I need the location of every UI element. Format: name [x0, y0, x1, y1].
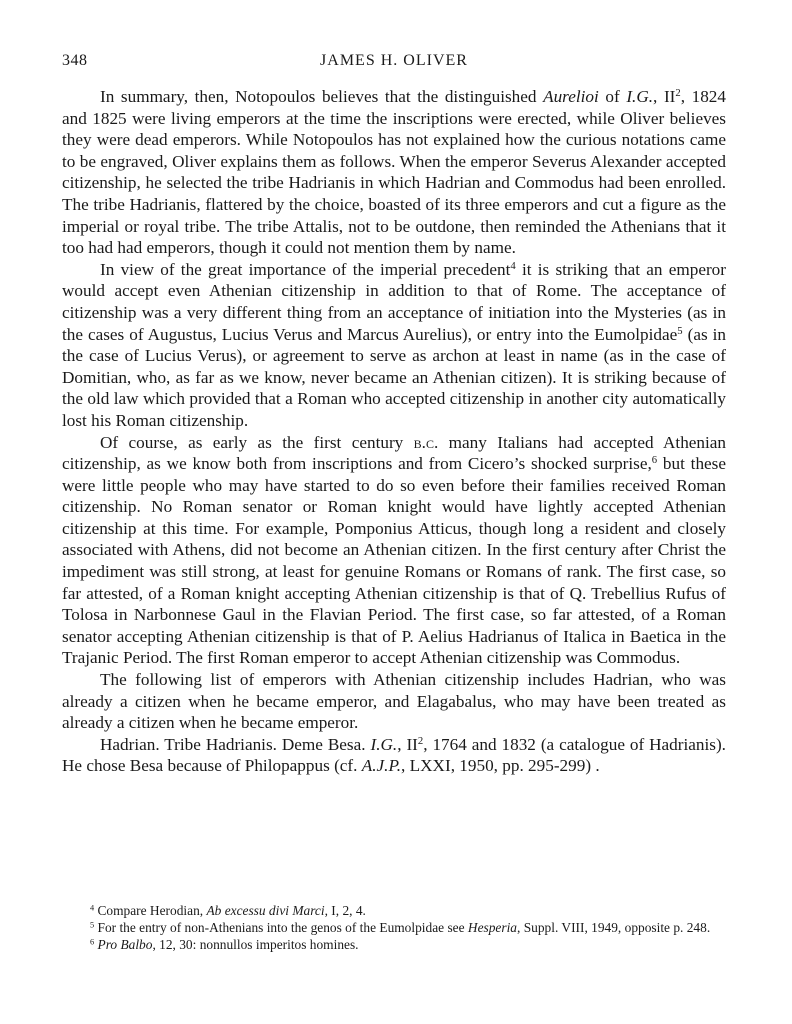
text-run: , I, 2, 4. — [324, 903, 366, 918]
text-run: Hadrian. Tribe Hadrianis. Deme Besa. — [100, 734, 371, 754]
paragraph-3 — [62, 432, 726, 670]
text-run: , 1764 and 1832 (a catalogue of Hadrianis). He chose Besa because of Philopappus (cf. — [62, 734, 726, 776]
text-run-italic: I.G. — [370, 734, 398, 754]
text-run-italic: Ab excessu divi Marci — [206, 903, 325, 918]
page-header — [62, 52, 726, 74]
text-run-italic: Hesperia — [467, 920, 517, 935]
superscript: 2 — [675, 88, 681, 100]
text-run-italic: A.J.P. — [361, 756, 402, 776]
text-run-italic: I.G. — [626, 87, 654, 106]
text-run: many Italians had accepted Athenian citizenship, as we know both from inscriptions and from Cicero’s shocked surprise, — [62, 432, 727, 474]
footnote-5 — [62, 919, 726, 936]
page-number: 348 — [62, 52, 88, 69]
text-run: , Suppl. VIII, 1949, opposite p. 248. — [517, 920, 711, 935]
text-run: it is striking that an emperor would accept even Athenian citizenship in addition to that of Rome. The acceptance of citizenship was a very different thing from an acceptance of initiation into the Mysteries (as in the cases of Augustus, Lucius Verus and Marcus Aurelius), or entry into the Eumolpidae — [62, 259, 726, 344]
text-run: Compare Herodian, — [94, 903, 207, 918]
running-head: JAMES H. OLIVER — [320, 52, 468, 69]
superscript: 2 — [417, 735, 424, 747]
text-run: For the entry of non-Athenians into the genos of the Eumolpidae see — [94, 920, 468, 935]
paragraph-1 — [62, 86, 726, 259]
paragraph-2 — [62, 259, 726, 432]
text-run: of — [598, 87, 627, 106]
text-run: but these were little people who may have started to do so even before their families received Roman citizenship. No Roman senator or Roman knight would have lightly accepted Athenian citizenship at this time. For example, Pomponius Atticus, though long a resident and closely associated with Athens, did not become an Athenian citizen. In the first century after Christ the impediment was still strong, at least for genuine Romans or Romans of rank. The first case, so far attested, of a Roman knight accepting Athenian citizenship is that of Q. Trebellius Rufus of Tolosa in Narbonnese Gaul in the Flavian Period. The first case, so far attested, of a Roman senator accepting Athenian citizenship is that of P. Aelius Hadrianus of Italica in Baetica in the Trajanic Period. The first Roman emperor to accept Athenian citizenship was Commodus. — [62, 454, 726, 668]
body-text — [62, 86, 726, 777]
text-run-italic: Pro Balbo — [97, 937, 153, 952]
footnote-ref-6: 6 — [651, 455, 658, 467]
text-run-italic: Aurelioi — [543, 87, 599, 106]
paragraph-4: The following list of emperors with Athenian citizenship includes Hadrian, who was already a citizen when he became emperor, and Elagabalus, who may have been treated as already a citizen when he became emperor. — [62, 670, 726, 733]
text-run: In summary, then, Notopoulos believes that the distinguished — [100, 87, 544, 106]
text-run: In view of the great importance of the imperial precedent — [100, 259, 511, 279]
footnote-ref-5: 5 — [677, 325, 683, 337]
text-run: , II — [653, 87, 676, 106]
footnote-number: 4 — [90, 903, 95, 913]
footnote-ref-4: 4 — [510, 260, 516, 272]
paragraph-5 — [62, 734, 726, 777]
footnote-number: 6 — [90, 937, 95, 947]
text-run: , 1824 and 1825 were living emperors at the time the inscriptions were erected, while Oliver believes they were dead emperors. While Notopoulos has not explained how the curious notations came to be engraved, Oliver explains them as follows. When the emperor Severus Alexander accepted citizenship, he selected the tribe Hadrianis in which Hadrian and Commodus had been enrolled. The tribe Hadrianis, flattered by the choice, boasted of its three emperors and cut a figure as the imperial or royal tribe. The tribe Attalis, not to be outdone, then reminded the Athenians that it too had had emperors, though it could not mention them by name. — [62, 87, 726, 258]
text-run: , 12, 30: nonnullos imperitos homines. — [152, 937, 359, 952]
footnote-4 — [62, 902, 726, 919]
footnote-6 — [62, 936, 726, 953]
text-run: Of course, as early as the first century — [100, 432, 414, 452]
footnote-number: 5 — [90, 920, 95, 930]
text-run-smallcaps: b.c. — [413, 432, 439, 452]
footnotes — [62, 902, 726, 953]
text-run: (as in the case of Lucius Verus), or agreement to serve as archon at least in name (as in the case of Domitian, who, as far as we know, never became an Athenian citizen). It is striking because of the old law which provided that a Roman who accepted citizenship in another city automatically lost his Roman citizenship. — [62, 324, 726, 430]
text-run: , LXXI, 1950, pp. 295-299) . — [401, 756, 600, 776]
text-run: , II — [397, 734, 418, 754]
